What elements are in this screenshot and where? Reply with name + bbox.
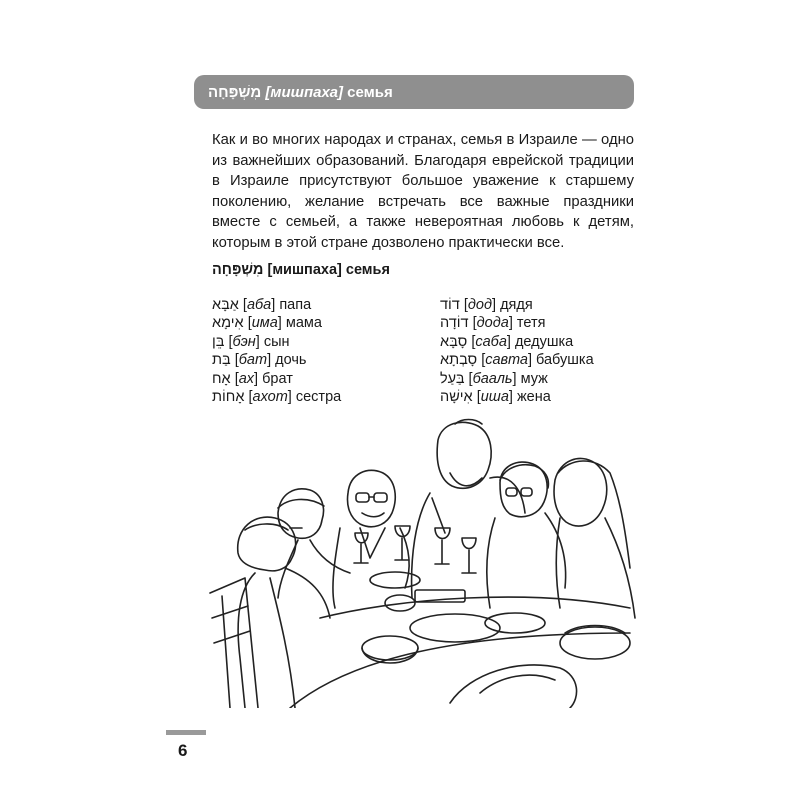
vocab-transliteration: бааль: [472, 370, 513, 387]
wine-glasses: [354, 526, 476, 573]
child-figure: [238, 517, 330, 708]
vocab-item: בַּת [бат] дочь: [212, 352, 307, 369]
vocab-transliteration: дода: [476, 315, 509, 332]
vocab-hebrew: בֵּן: [212, 333, 225, 350]
intro-paragraph: Как и во многих народах и странах, семья в Израиле — одно из важнейших образований. Благодаря еврейской традиции в Израиле присутствуют большое уважение к старшему поколению, желание встречать все важные праздники вместе с семьей, а также невероятная любовь к детям, которым в этой стране дозволено практически все.: [212, 132, 634, 251]
vocab-hebrew: אַבָּא: [212, 297, 239, 313]
vocab-hebrew: סָבְתָא: [440, 352, 478, 369]
heading-russian: семья: [345, 262, 390, 278]
vocab-hebrew: בַּת: [212, 352, 231, 369]
vocab-hebrew: דוֹד: [440, 297, 460, 313]
dinner-table: [290, 572, 630, 708]
vocab-russian: сын: [263, 333, 290, 350]
vocab-russian: брат: [262, 370, 293, 387]
heading-hebrew: מִשְׁפָּחָה: [212, 262, 264, 278]
vocab-item: סָבָּא [саба] дедушка: [440, 333, 574, 350]
vocab-transliteration: иша: [480, 388, 509, 405]
vocab-russian: тетя: [516, 315, 546, 332]
page-number: 6: [178, 741, 188, 760]
vocab-transliteration: бэн: [232, 333, 256, 350]
mother-figure: [554, 458, 635, 618]
vocab-item: אָח [ах] брат: [212, 370, 293, 387]
vocab-transliteration: саба: [475, 333, 507, 350]
vocabulary-list-right: [440, 296, 594, 406]
vocab-hebrew: דוֹדָה: [440, 315, 469, 332]
vocab-transliteration: аба: [246, 297, 272, 313]
vocab-transliteration: савта: [485, 352, 528, 369]
vocab-item: בֵּן [бэн] сын: [212, 333, 290, 350]
vocab-item: דוֹד [дод] дядя: [440, 297, 533, 313]
vocab-transliteration: ах: [238, 370, 255, 387]
title-transliteration: [мишпаха]: [265, 83, 343, 101]
page-number-rule: [166, 730, 206, 735]
chair-outline: [210, 578, 258, 708]
vocab-russian: мама: [285, 315, 322, 332]
vocab-russian: дочь: [275, 352, 307, 369]
vocab-hebrew: אִישָׁה: [440, 388, 473, 405]
vocab-russian: сестра: [295, 388, 342, 405]
title-russian: семья: [347, 83, 393, 101]
girl-figure: [278, 489, 350, 598]
chapter-title-bar: [194, 75, 634, 109]
vocab-item: סָבְתָא [савта] бабушка: [440, 352, 594, 369]
vocab-russian: дедушка: [514, 333, 574, 350]
vocab-item: בַּעַל [бааль] муж: [440, 370, 548, 387]
vocab-russian: дядя: [500, 297, 533, 313]
vocab-item: דוֹדָה [дода] тетя: [440, 315, 546, 332]
vocab-transliteration: има: [251, 315, 278, 332]
vocabulary-heading: [212, 262, 390, 278]
vocab-transliteration: дод: [467, 297, 492, 313]
vocab-item: אַבָּא [аба] папа: [212, 297, 312, 313]
vocabulary-list-left: [212, 296, 341, 406]
vocab-transliteration: бат: [238, 352, 268, 369]
vocab-transliteration: ахот: [252, 388, 288, 405]
vocab-hebrew: אָח: [212, 370, 231, 387]
vocab-item: אָחוֹת [ахот] сестра: [212, 388, 342, 405]
family-dinner-illustration: [200, 418, 640, 708]
vocab-russian: папа: [279, 297, 312, 313]
vocab-hebrew: אִימָא: [212, 315, 244, 332]
vocab-hebrew: סָבָּא: [440, 333, 468, 350]
heading-transliteration: [мишпаха]: [267, 262, 342, 278]
vocab-russian: муж: [520, 370, 548, 387]
vocab-russian: бабушка: [536, 352, 594, 369]
vocab-hebrew: בַּעַל: [440, 370, 465, 387]
title-hebrew: מִשְׁפָּחָה: [208, 83, 262, 101]
vocab-item: אִימָא [има] мама: [212, 315, 322, 332]
vocab-item: אִישָׁה [иша] жена: [440, 388, 551, 405]
vocab-hebrew: אָחוֹת: [212, 388, 245, 405]
vocab-russian: жена: [516, 388, 551, 405]
